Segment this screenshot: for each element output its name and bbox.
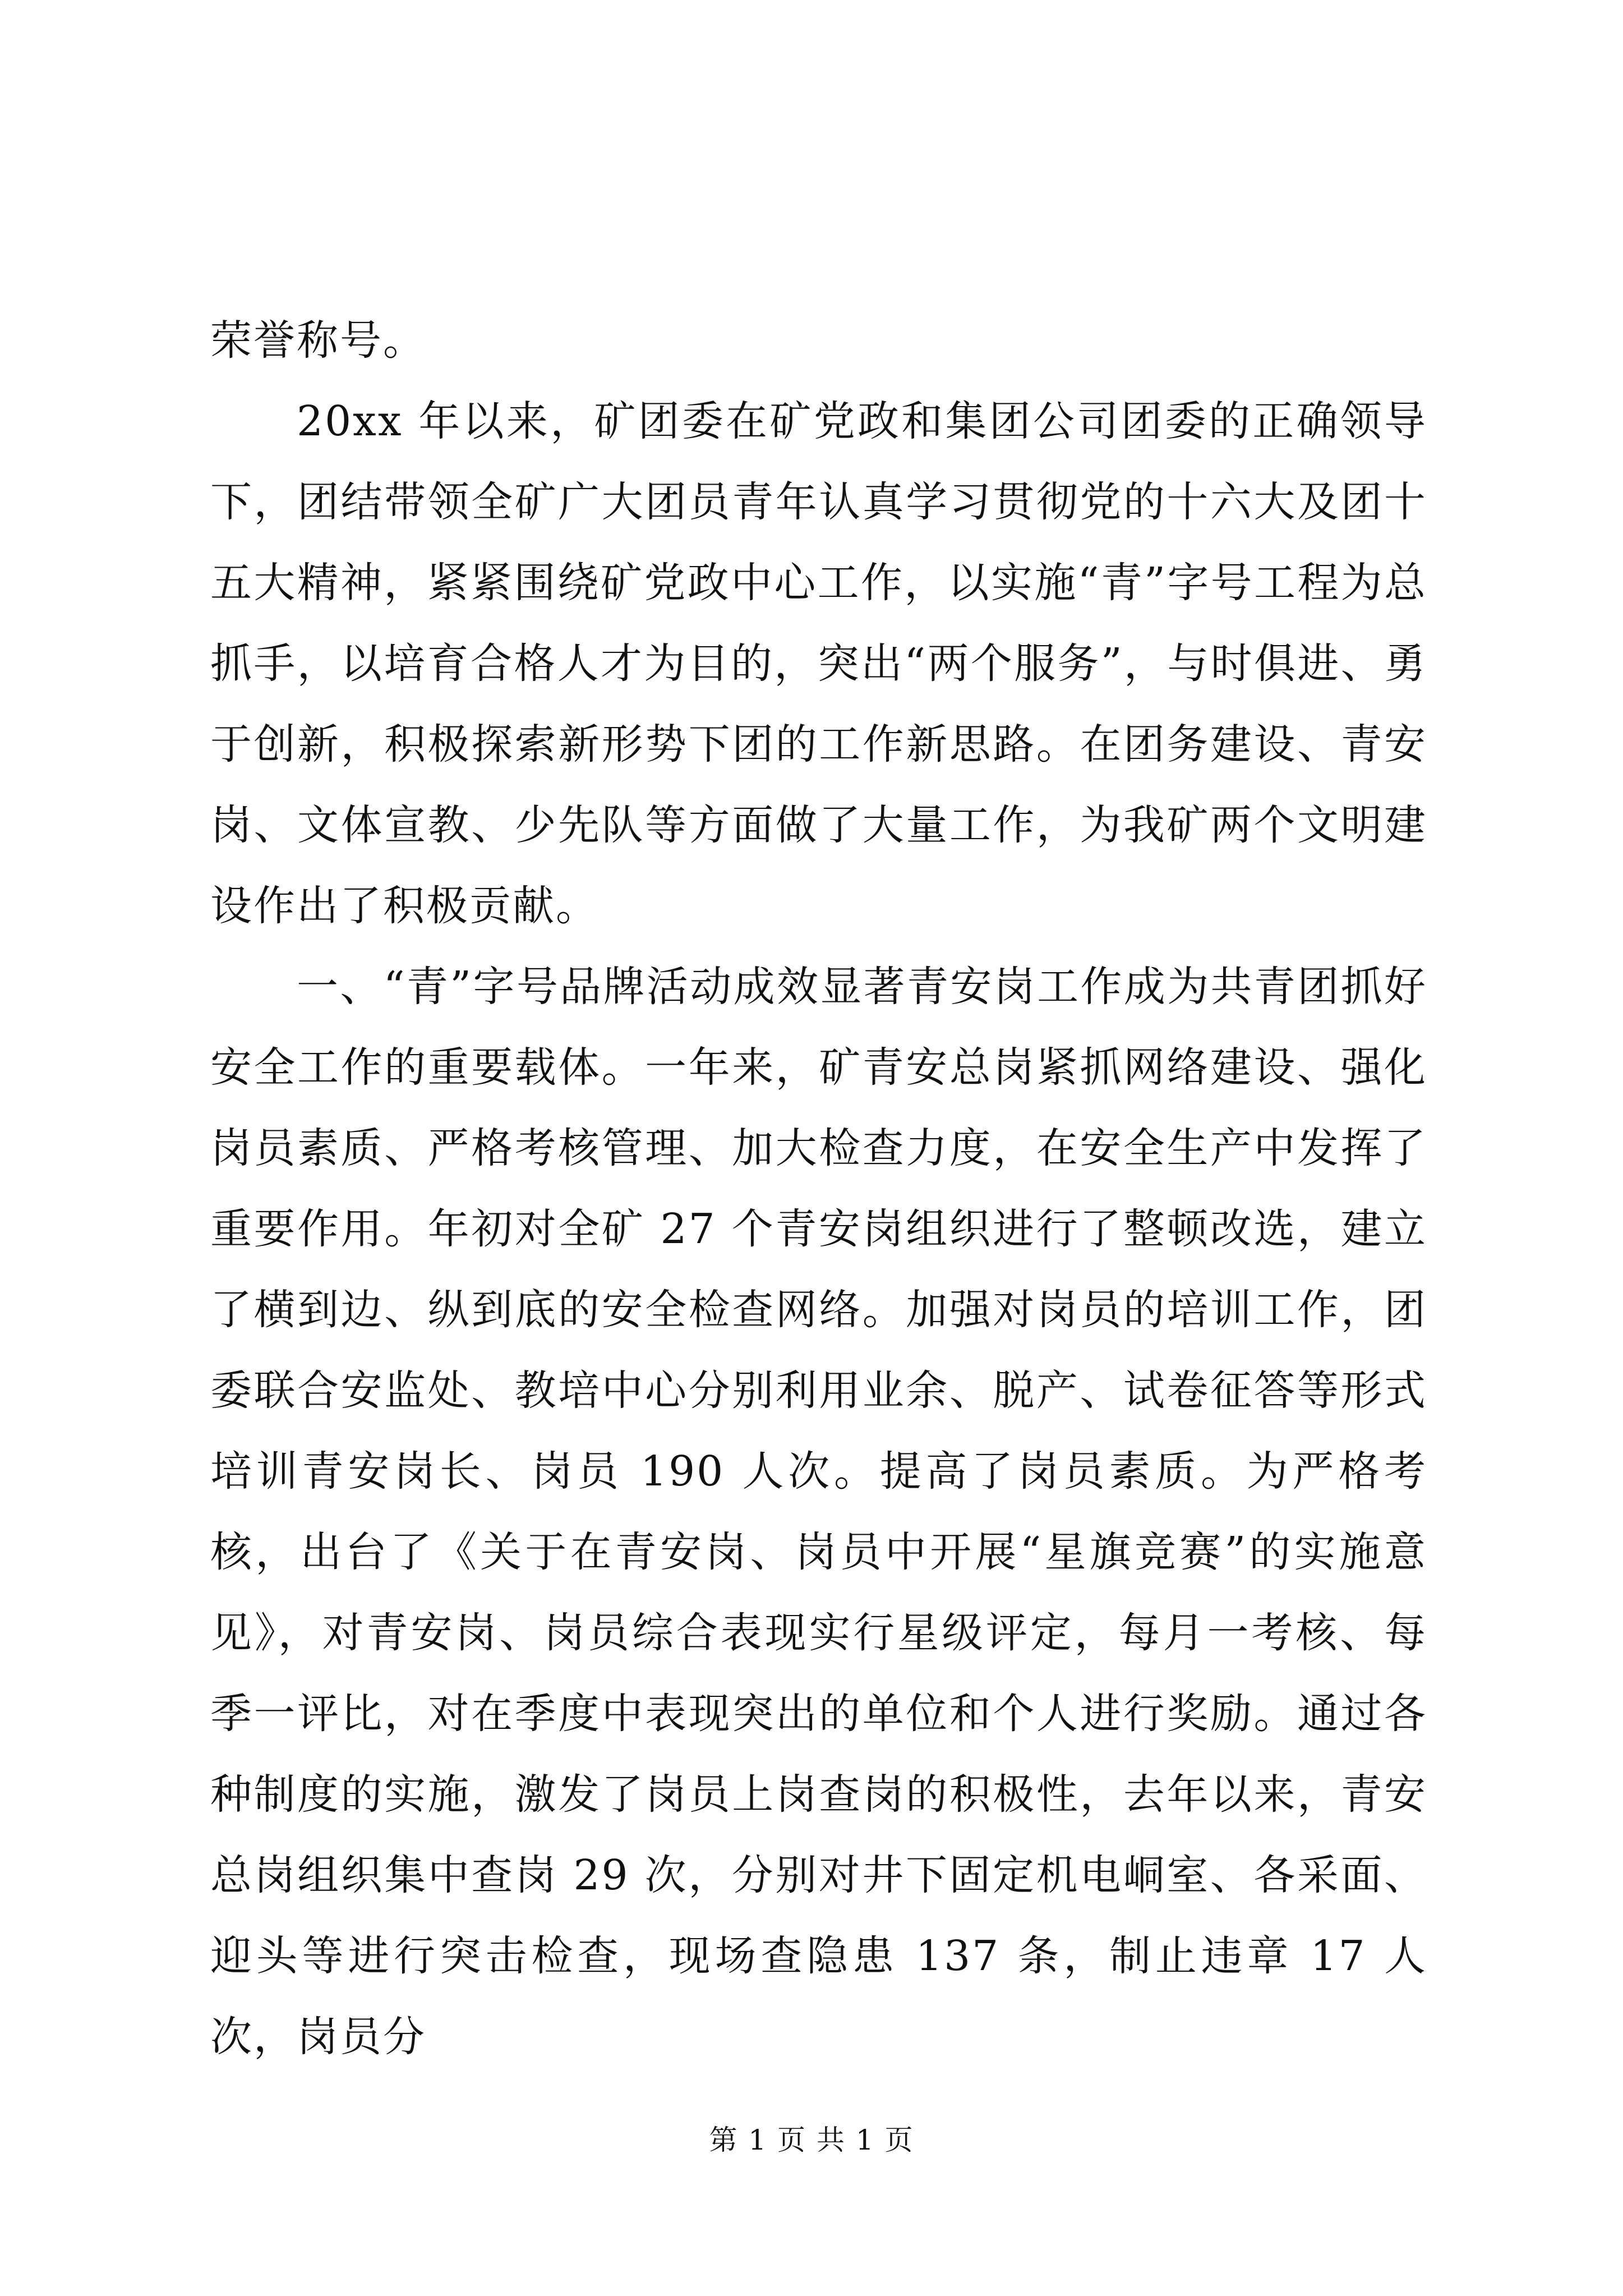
document-body bbox=[210, 300, 1427, 2077]
paragraph-intro: 20xx 年以来，矿团委在矿党政和集团公司团委的正确领导下，团结带领全矿广大团员青年认真学习贯彻党的十六大及团十五大精神，紧紧围绕矿党政中心工作，以实施“青”字号工程为总抓手，以培育合格人才为目的，突出“两个服务”，与时俱进、勇于创新，积极探索新形势下团的工作新思路。在团务建设、青安岗、文体宣教、少先队等方面做了大量工作，为我矿两个文明建设作出了积极贡献。 bbox=[210, 397, 1427, 930]
page-footer: 第 1 页 共 1 页 bbox=[709, 2124, 914, 2156]
paragraph-section-one: 一、“青”字号品牌活动成效显著青安岗工作成为共青团抓好安全工作的重要载体。一年来，矿青安总岗紧抓网络建设、强化岗员素质、严格考核管理、加大检查力度，在安全生产中发挥了重要作用。年初对全矿 27 个青安岗组织进行了整顿改选，建立了横到边、纵到底的安全检查网络。加强对岗员的培训工作，团委联合安监处、教培中心分别利用业余、脱产、试卷征答等形式培训青安岗长、岗员 190 人次。提高了岗员素质。为严格考核，出台了《关于在青安岗、岗员中开展“星旗竞赛”的实施意见》，对青安岗、岗员综合表现实行星级评定，每月一考核、每季一评比，对在季度中表现突出的单位和个人进行奖励。通过各种制度的实施，激发了岗员上岗查岗的积极性，去年以来，青安总岗组织集中查岗 29 次，分别对井下固定机电峒室、各采面、迎头等进行突击检查，现场查隐患 137 条，制止违章 17 人次，岗员分 bbox=[210, 963, 1427, 2061]
paragraph-continuation: 荣誉称号。 bbox=[210, 316, 426, 365]
